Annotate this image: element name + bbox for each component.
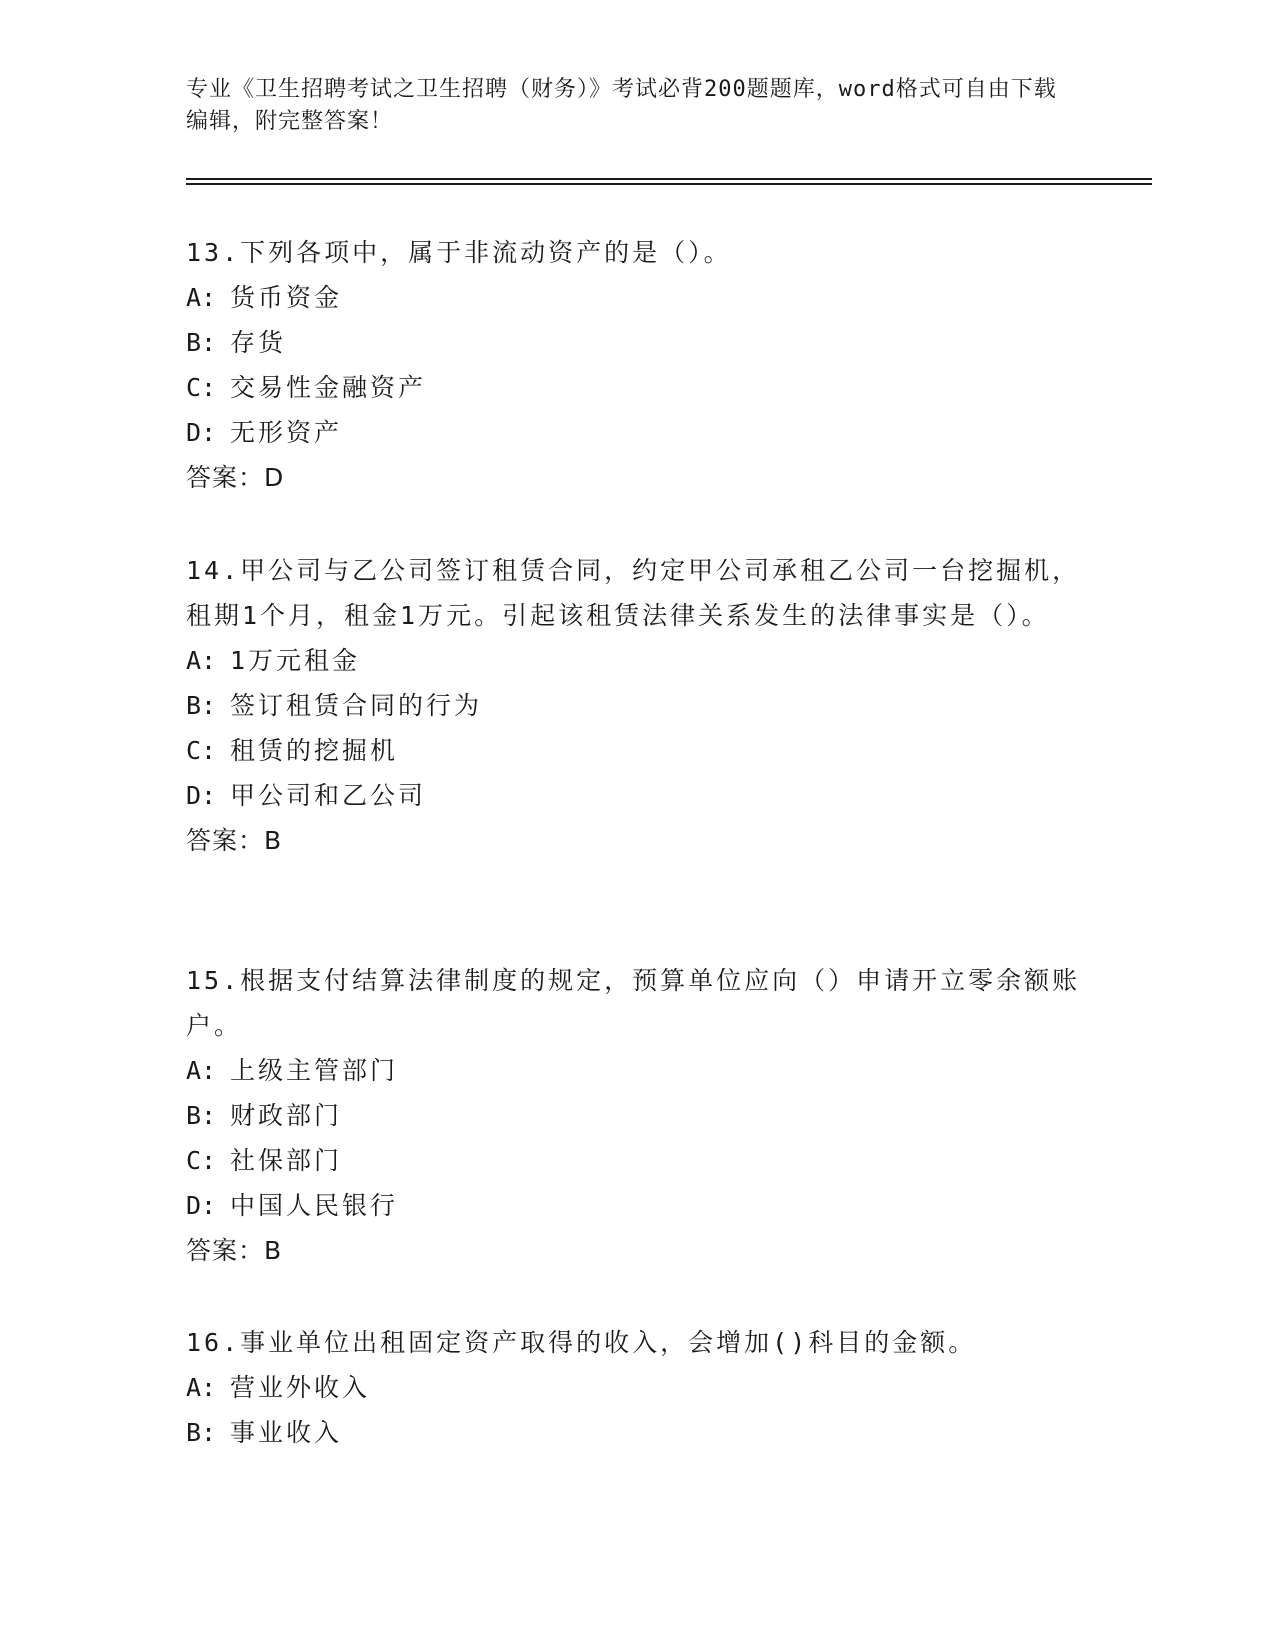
option-d — [186, 1183, 1086, 1228]
option-letter: D: — [186, 1191, 217, 1220]
option-letter: A: — [186, 283, 217, 312]
option-text: 货币资金 — [230, 283, 343, 312]
option-letter: A: — [186, 1056, 217, 1085]
option-a — [186, 638, 1086, 683]
option-letter: C: — [186, 373, 217, 402]
document-header: 专业《卫生招聘考试之卫生招聘（财务）》考试必背200题题库，word格式可自由下载编辑，附完整答案！ — [186, 77, 1057, 134]
question-stem: 15.根据支付结算法律制度的规定，预算单位应向（）申请开立零余额账户。 — [186, 966, 1081, 1040]
option-d — [186, 773, 1086, 818]
option-a — [186, 1048, 1086, 1093]
option-letter: C: — [186, 1146, 217, 1175]
option-letter: B: — [186, 1418, 217, 1447]
option-c — [186, 728, 1086, 773]
option-text: 无形资产 — [230, 418, 343, 447]
question-stem: 14.甲公司与乙公司签订租赁合同，约定甲公司承租乙公司一台挖掘机，租期1个月，租金1万元。引起该租赁法律关系发生的法律事实是（）。 — [186, 556, 1081, 630]
option-a — [186, 275, 1086, 320]
option-text: 签订租赁合同的行为 — [230, 691, 483, 720]
option-a — [186, 1365, 1086, 1410]
option-letter: A: — [186, 1373, 217, 1402]
question-stem: 16.事业单位出租固定资产取得的收入，会增加()科目的金额。 — [186, 1328, 977, 1357]
header-rule-bottom — [186, 183, 1152, 185]
option-text: 交易性金融资产 — [230, 373, 427, 402]
option-b — [186, 1093, 1086, 1138]
option-letter: B: — [186, 328, 217, 357]
option-text: 社保部门 — [230, 1146, 343, 1175]
option-c — [186, 365, 1086, 410]
option-text: 租赁的挖掘机 — [230, 736, 399, 765]
option-b — [186, 683, 1086, 728]
question-14 — [186, 548, 1086, 863]
option-c — [186, 1138, 1086, 1183]
option-letter: A: — [186, 646, 217, 675]
option-letter: D: — [186, 418, 217, 447]
option-text: 财政部门 — [230, 1101, 343, 1130]
header-rule-top — [186, 178, 1152, 180]
answer: 答案：D — [186, 463, 285, 492]
question-15 — [186, 958, 1086, 1273]
option-text: 事业收入 — [230, 1418, 343, 1447]
option-b — [186, 320, 1086, 365]
option-text: 营业外收入 — [230, 1373, 371, 1402]
option-letter: D: — [186, 781, 217, 810]
option-text: 甲公司和乙公司 — [230, 781, 427, 810]
option-text: 上级主管部门 — [230, 1056, 399, 1085]
option-letter: B: — [186, 691, 217, 720]
option-d — [186, 410, 1086, 455]
option-b — [186, 1410, 1086, 1455]
option-letter: B: — [186, 1101, 217, 1130]
option-text: 中国人民银行 — [230, 1191, 399, 1220]
option-text: 存货 — [230, 328, 287, 357]
answer: 答案：B — [186, 1236, 283, 1265]
question-13 — [186, 230, 1086, 500]
option-letter: C: — [186, 736, 217, 765]
answer: 答案：B — [186, 826, 283, 855]
question-16 — [186, 1320, 1086, 1455]
question-stem: 13.下列各项中，属于非流动资产的是（）。 — [186, 238, 732, 267]
option-text: 1万元租金 — [230, 646, 361, 675]
